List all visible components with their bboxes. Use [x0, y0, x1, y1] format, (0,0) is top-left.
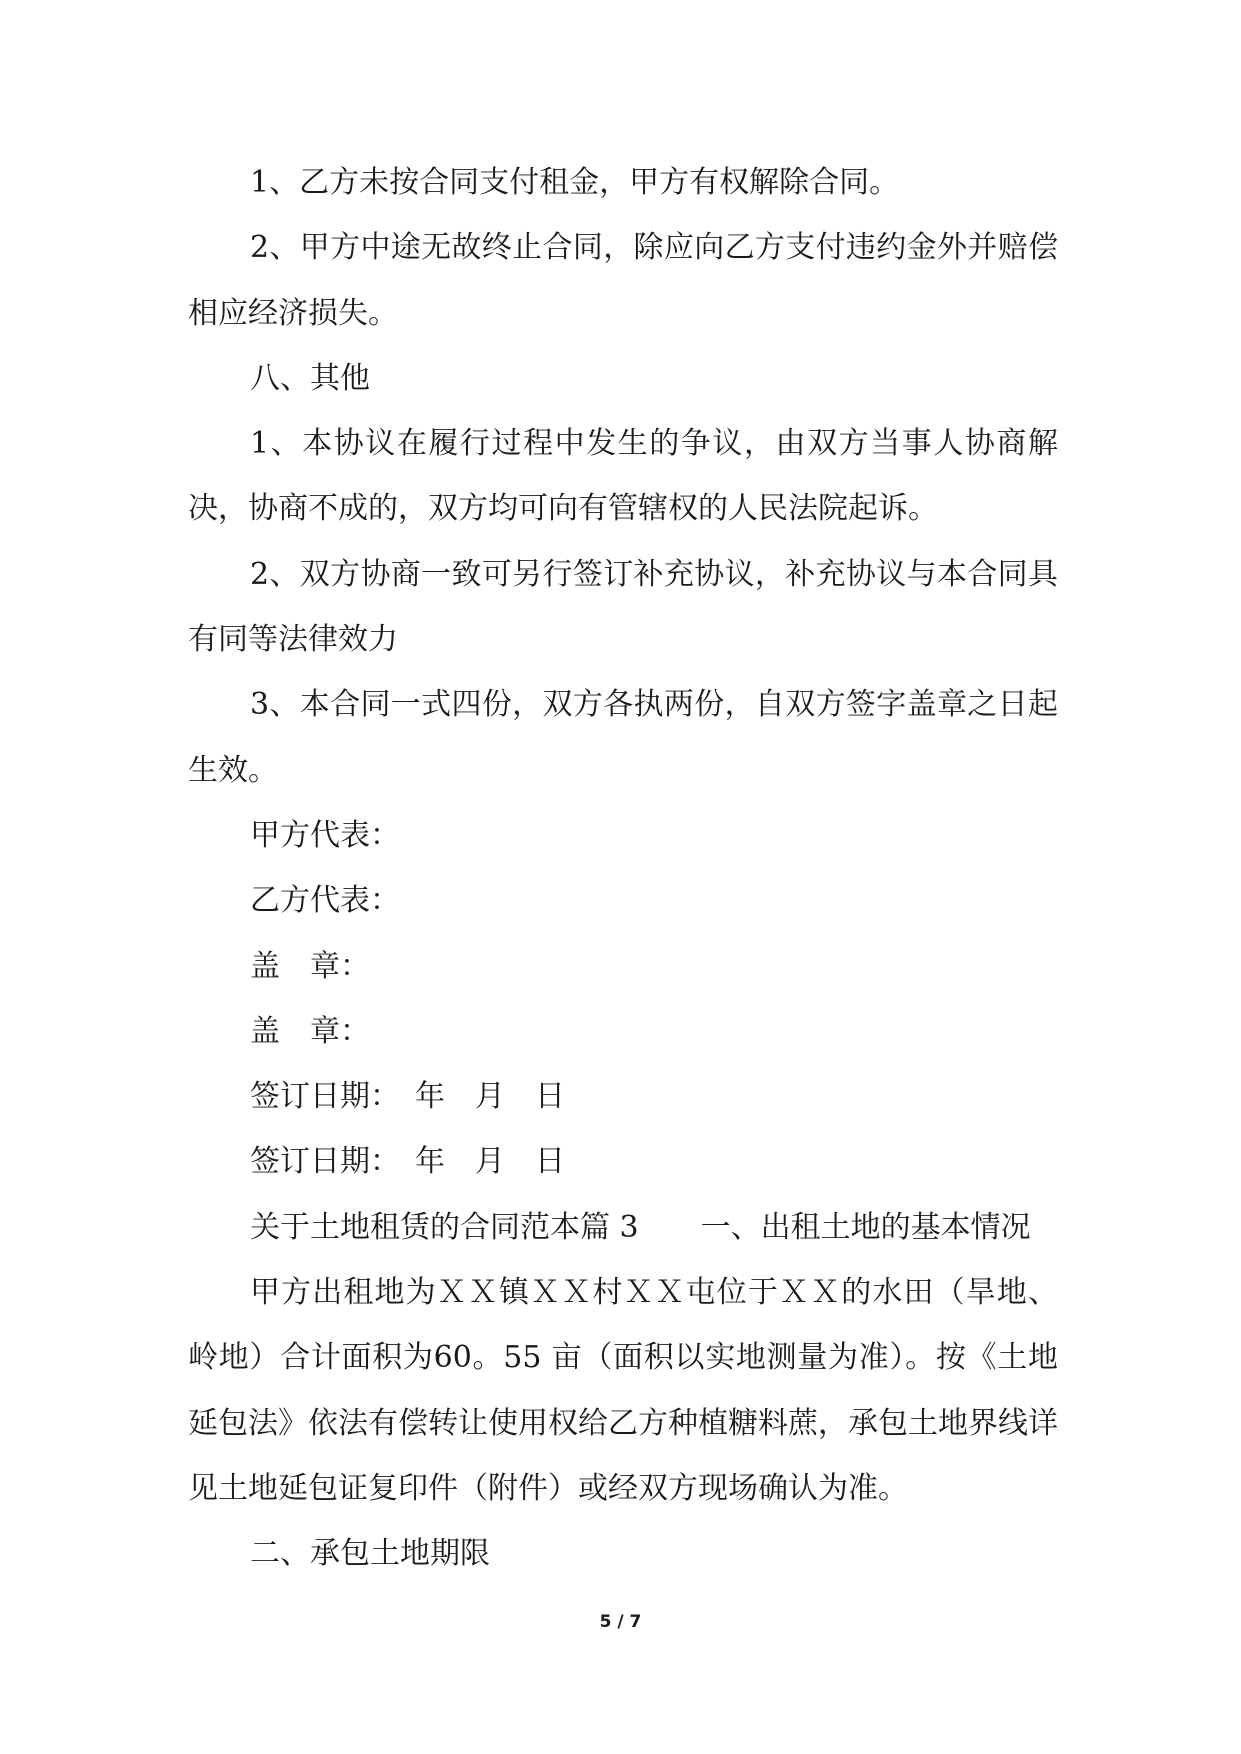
paragraph: 1、本协议在履行过程中发生的争议，由双方当事人协商解决，协商不成的，双方均可向有管辖权的人民法院起诉。 — [188, 426, 1058, 527]
seal-line: 盖 章： — [250, 1013, 370, 1049]
section-heading: 一、出租土地的基本情况 — [700, 1209, 1031, 1245]
paragraph: 3、本合同一式四份，双方各执两份，自双方签字盖章之日起生效。 — [188, 687, 1058, 788]
section-heading-other: 八、其他 — [250, 360, 370, 396]
party-a-representative: 甲方代表： — [250, 817, 400, 853]
section-title-line — [188, 1195, 1058, 1260]
paragraph: 1、乙方未按合同支付租金，甲方有权解除合同。 — [250, 165, 900, 200]
paragraph: 2、双方协商一致可另行签订补充协议，补充协议与本合同具有同等法律效力 — [188, 556, 1058, 658]
signing-date: 签订日期： 年 月 日 — [250, 1144, 565, 1180]
section-title: 关于土地租赁的合同范本篇 3 — [250, 1209, 639, 1245]
signing-date: 签订日期： 年 月 日 — [250, 1079, 565, 1115]
paragraph: 2、甲方中途无故终止合同，除应向乙方支付违约金外并赔偿相应经济损失。 — [188, 230, 1058, 331]
document-body — [188, 150, 1058, 1587]
seal-line: 盖 章： — [250, 948, 370, 984]
section-heading-term: 二、承包土地期限 — [250, 1536, 490, 1572]
page-number: 5 / 7 — [599, 1612, 642, 1632]
party-b-representative: 乙方代表： — [250, 883, 400, 919]
paragraph: 甲方出租地为ＸＸ镇ＸＸ村ＸＸ屯位于ＸＸ的水田（旱地、岭地）合计面积为60。55 亩（面积以实地测量为准）。按《土地延包法》依法有偿转让使用权给乙方种植糖料蔗，承包土地界线详见土地延包证复印件（附件）或经双方现场确认为准。 — [188, 1275, 1058, 1506]
